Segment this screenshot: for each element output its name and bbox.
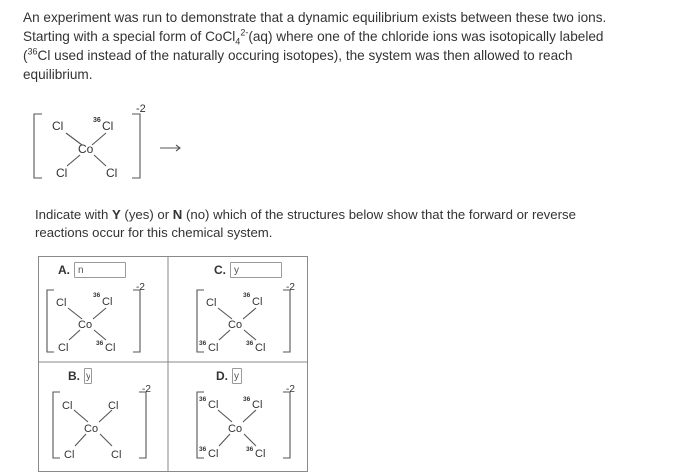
isotope-label: 36 (93, 117, 101, 124)
option-a-header: A. n (58, 260, 126, 280)
intro-line-2: Starting with a special form of CoCl$_4^{2-}$(aq) where one of the chloride ions was isotopically labeled (23, 27, 604, 47)
option-c (199, 260, 304, 360)
svg-text:Cl: Cl (252, 399, 263, 411)
svg-text:36: 36 (96, 340, 104, 347)
intro-line-1: An experiment was run to demonstrate that a dynamic equilibrium exists between these two ions. (23, 10, 607, 25)
svg-text:Cl: Cl (64, 449, 75, 461)
svg-text:Co: Co (84, 423, 99, 435)
intro-line-3: ($^{36}$Cl used instead of the naturally occuring isotopes), the system was then allowed to reach (23, 46, 573, 63)
svg-text:Cl: Cl (62, 400, 73, 412)
svg-text:Cl: Cl (102, 296, 113, 308)
svg-text:36: 36 (199, 340, 207, 347)
svg-text:Cl: Cl (105, 342, 116, 354)
option-b (62, 366, 168, 466)
svg-text:Cl: Cl (255, 448, 266, 460)
option-d-header: D. y (216, 366, 242, 386)
svg-text:Cl: Cl (252, 296, 263, 308)
svg-text:36: 36 (93, 292, 101, 299)
svg-text:Cl: Cl (111, 449, 122, 461)
option-c-header: C. y (214, 260, 282, 280)
svg-text:36: 36 (199, 446, 207, 453)
options-grid (38, 256, 308, 472)
question-intro (23, 8, 683, 84)
svg-text:-2: -2 (286, 384, 295, 395)
option-d (199, 366, 306, 466)
charge-label: -2 (136, 103, 146, 115)
svg-text:Cl: Cl (208, 342, 219, 354)
svg-text:Co: Co (78, 319, 93, 331)
svg-text:-2: -2 (136, 282, 145, 293)
cl-atom: Cl (102, 119, 114, 133)
option-d-structure (190, 382, 310, 466)
option-c-structure (190, 280, 310, 360)
svg-text:36: 36 (243, 292, 251, 299)
svg-text:36: 36 (199, 396, 207, 403)
intro-line-4: equilibrium. (23, 67, 93, 82)
instruction-text: Indicate with Y (yes) or N (no) which of the structures below show that the forward or reverse reactions occur for this chemical system. (35, 207, 576, 240)
option-b-structure (46, 382, 166, 466)
svg-text:Co: Co (228, 319, 243, 331)
svg-text:Cl: Cl (58, 342, 69, 354)
svg-text:Cl: Cl (56, 297, 67, 309)
cl-atom: Cl (52, 119, 64, 133)
svg-text:Cl: Cl (255, 342, 266, 354)
option-a-answer-input[interactable] (74, 262, 126, 278)
svg-text:Co: Co (228, 423, 243, 435)
option-c-answer-input[interactable] (230, 262, 282, 278)
svg-text:-2: -2 (142, 384, 151, 395)
cl-atom: Cl (106, 166, 118, 180)
svg-text:Cl: Cl (206, 297, 217, 309)
svg-text:36: 36 (243, 396, 251, 403)
reactant-structure (20, 100, 220, 185)
svg-text:Cl: Cl (108, 400, 119, 412)
option-a-structure (40, 280, 160, 360)
co-atom: Co (78, 142, 94, 156)
svg-text:-2: -2 (286, 282, 295, 293)
svg-text:Cl: Cl (208, 448, 219, 460)
svg-text:36: 36 (246, 446, 254, 453)
svg-text:36: 36 (246, 340, 254, 347)
svg-text:Cl: Cl (208, 399, 219, 411)
option-a (58, 260, 168, 360)
cl-atom: Cl (56, 166, 68, 180)
option-b-header: B. y (68, 366, 92, 386)
